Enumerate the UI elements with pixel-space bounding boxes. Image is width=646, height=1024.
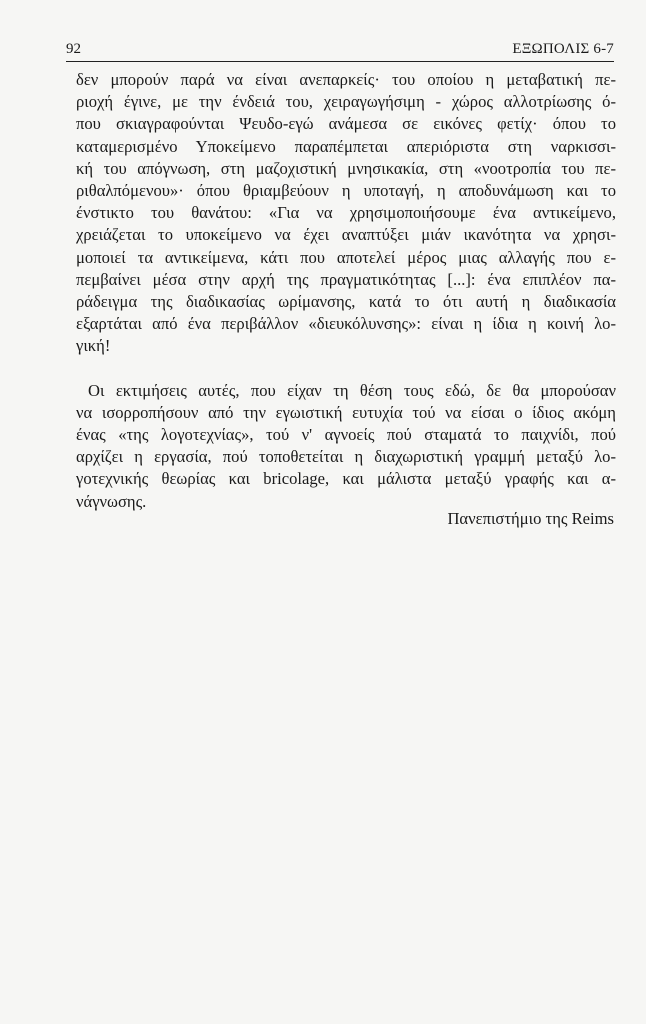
page-number: 92 [66, 41, 81, 57]
paragraph-1 [76, 69, 616, 357]
text-line: γική! [76, 336, 111, 356]
text-line: κή του απόγνωση, στη μαζοχιστική μνησικακία, στη «νοοτροπία του πε- [76, 158, 616, 178]
text-line: εξαρτάται από ένα περιβάλλον «διευκόλυνσης»: είναι η ίδια η κοινή λο- [76, 314, 616, 334]
text-line: καταμερισμένο Υποκείμενο παραπέμπεται απεριόριστα στη ναρκισσι- [76, 136, 616, 156]
paragraph-2 [76, 380, 616, 513]
header-rule [66, 61, 614, 62]
text-line: μοποιεί τα αντικείμενα, κάτι που αποτελεί μέρος μιας αλλαγής που ε- [76, 247, 616, 267]
affiliation-signature: Πανεπιστήμιο της Reims [447, 509, 614, 528]
body-text [76, 69, 616, 513]
text-line: ένστικτο του θανάτου: «Για να χρησιμοποιήσουμε ένα αντικείμενο, [76, 203, 616, 223]
text-line: που σκιαγραφούνται Ψευδο-εγώ ανάμεσα σε εικόνες φετίχ· όπου το [76, 114, 616, 134]
text-line: να ισορροπήσουν από την εγωιστική ευτυχία τού να είσαι ο ίδιος ακόμη [76, 402, 616, 422]
text-line: χρειάζεται το υποκείμενο να έχει αναπτύξει μιάν ικανότητα να χρησι- [76, 225, 616, 245]
text-line: ένας «της λογοτεχνίας», τού ν' αγνοείς πού σταματά το παιχνίδι, πού [76, 425, 616, 444]
text-line: ράδειγμα της διαδικασίας ωρίμανσης, κατά το ότι αυτή η διαδικασία [76, 291, 616, 311]
text-line: ριθαλπόμενου»· όπου θριαμβεύουν η υποταγή, η αποδυνάμωση και το [76, 180, 616, 200]
text-line: αρχίζει η εργασία, πού τοποθετείται η διαχωριστική γραμμή μεταξύ λο- [76, 447, 616, 467]
running-head [66, 38, 614, 60]
text-line: νάγνωσης. [76, 491, 147, 511]
text-line: δεν μπορούν παρά να είναι ανεπαρκείς· του οποίου η μεταβατική πε- [76, 70, 616, 89]
text-line: ριοχή έγινε, με την ένδειά του, χειραγωγήσιμη - χώρος αλλοτρίωσης ό- [76, 92, 616, 112]
journal-title: ΕΞΩΠΟΛΙΣ 6-7 [512, 41, 614, 57]
text-line: Οι εκτιμήσεις αυτές, που είχαν τη θέση τους εδώ, δε θα μπορούσαν [88, 380, 616, 400]
text-line: γοτεχνικής θεωρίας και bricolage, και μάλιστα μεταξύ γραφής και α- [76, 469, 616, 489]
text-line: πεμβαίνει μέσα στην αρχή της πραγματικότητας [...]: ένα επιπλέον πα- [76, 269, 616, 289]
